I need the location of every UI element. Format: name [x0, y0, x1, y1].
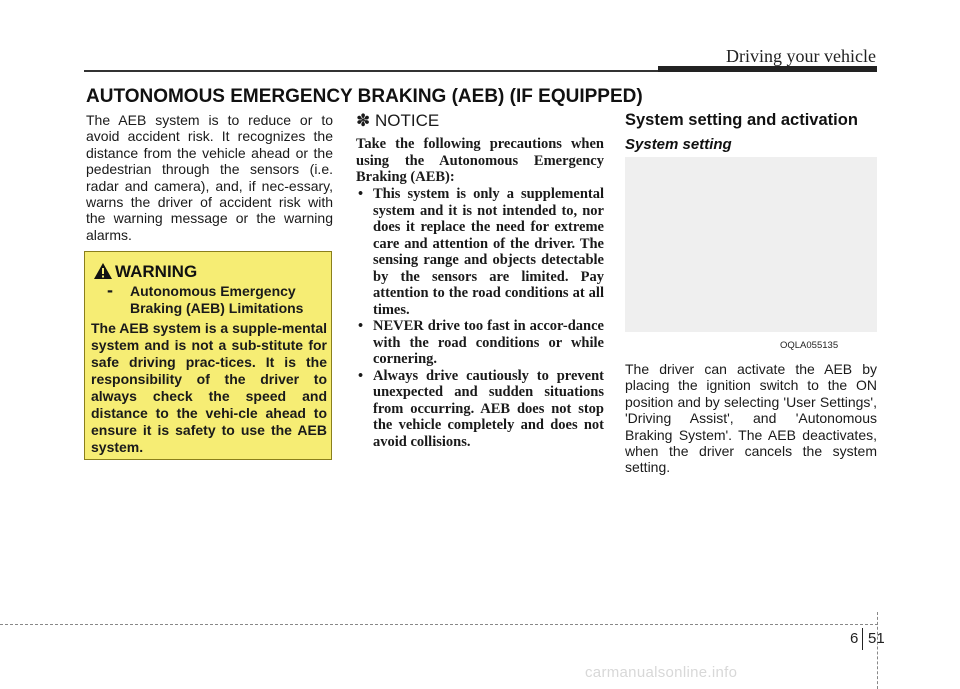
system-setting-body: The driver can activate the AEB by placing the ignition switch to the ON position and by selecting 'User Settings', 'Driving Assist', and 'Autonomous Braking System'. The AEB deactivates, when the driver cancels the system setting.: [625, 361, 877, 476]
notice-item: [356, 318, 604, 368]
warning-heading: WARNING: [115, 262, 198, 281]
watermark: carmanualsonline.info: [585, 664, 738, 681]
header-rule-accent: [658, 66, 877, 72]
notice-intro: Take the following precautions when using the Autonomous Emergency Braking (AEB):: [356, 136, 604, 185]
system-setting-heading: System setting and activation: [625, 111, 858, 129]
notice-item-text: NEVER drive too fast in accor-dance with the road conditions or while cornering.: [373, 318, 604, 367]
bullet: •: [358, 186, 364, 202]
notice-title: ✽ NOTICE: [356, 111, 440, 130]
header-title: Driving your vehicle: [726, 46, 876, 66]
page-number: 51: [868, 630, 885, 647]
page-separator: [862, 628, 863, 650]
figure-placeholder: [625, 157, 877, 332]
warning-triangle-icon: [93, 262, 113, 280]
warning-subheading: Autonomous Emergency Braking (AEB) Limitations: [130, 283, 304, 316]
warning-box: [84, 251, 332, 460]
notice-item-text: This system is only a supplemental system and it is not intended to, nor does it replace the need for extreme care and attention of the driver. The sensing range and objects detectable by the sensors are limited. Pay attention to the road conditions at all times.: [373, 186, 604, 318]
notice-item: [356, 186, 604, 318]
bullet: •: [358, 367, 364, 384]
footer-rule: [0, 624, 878, 625]
notice-item: [356, 368, 604, 451]
system-setting-subheading: System setting: [625, 136, 732, 153]
footer-vertical-rule: [877, 612, 878, 689]
intro-paragraph: The AEB system is to reduce or to avoid accident risk. It recognizes the distance from the vehicle ahead or the pedestrian through the sensors (i.e. radar and camera), and, if nec-essary, warns the driver of accident risk with the warning message or the warning alarms.: [86, 112, 333, 243]
notice-list: [356, 186, 604, 450]
page-chapter: 6: [850, 630, 859, 647]
header-rule: [84, 70, 658, 72]
warning-dash: -: [107, 280, 113, 300]
bullet: •: [358, 318, 364, 334]
warning-text: The AEB system is a supple-mental system and is not a sub-stitute for safe driving prac-tices. It is the responsibility of the driver to always check the speed and distance to the vehi-cle ahead to ensure it is safety to use the AEB system.: [91, 320, 327, 455]
notice-item-text: Always drive cautiously to prevent unexpected and sudden situations from occurring. AEB does not stop the vehicle completely and does not avoid collisions.: [373, 367, 604, 450]
section-title: AUTONOMOUS EMERGENCY BRAKING (AEB) (IF EQUIPPED): [86, 86, 643, 107]
figure-caption: OQLA055135: [780, 340, 839, 351]
